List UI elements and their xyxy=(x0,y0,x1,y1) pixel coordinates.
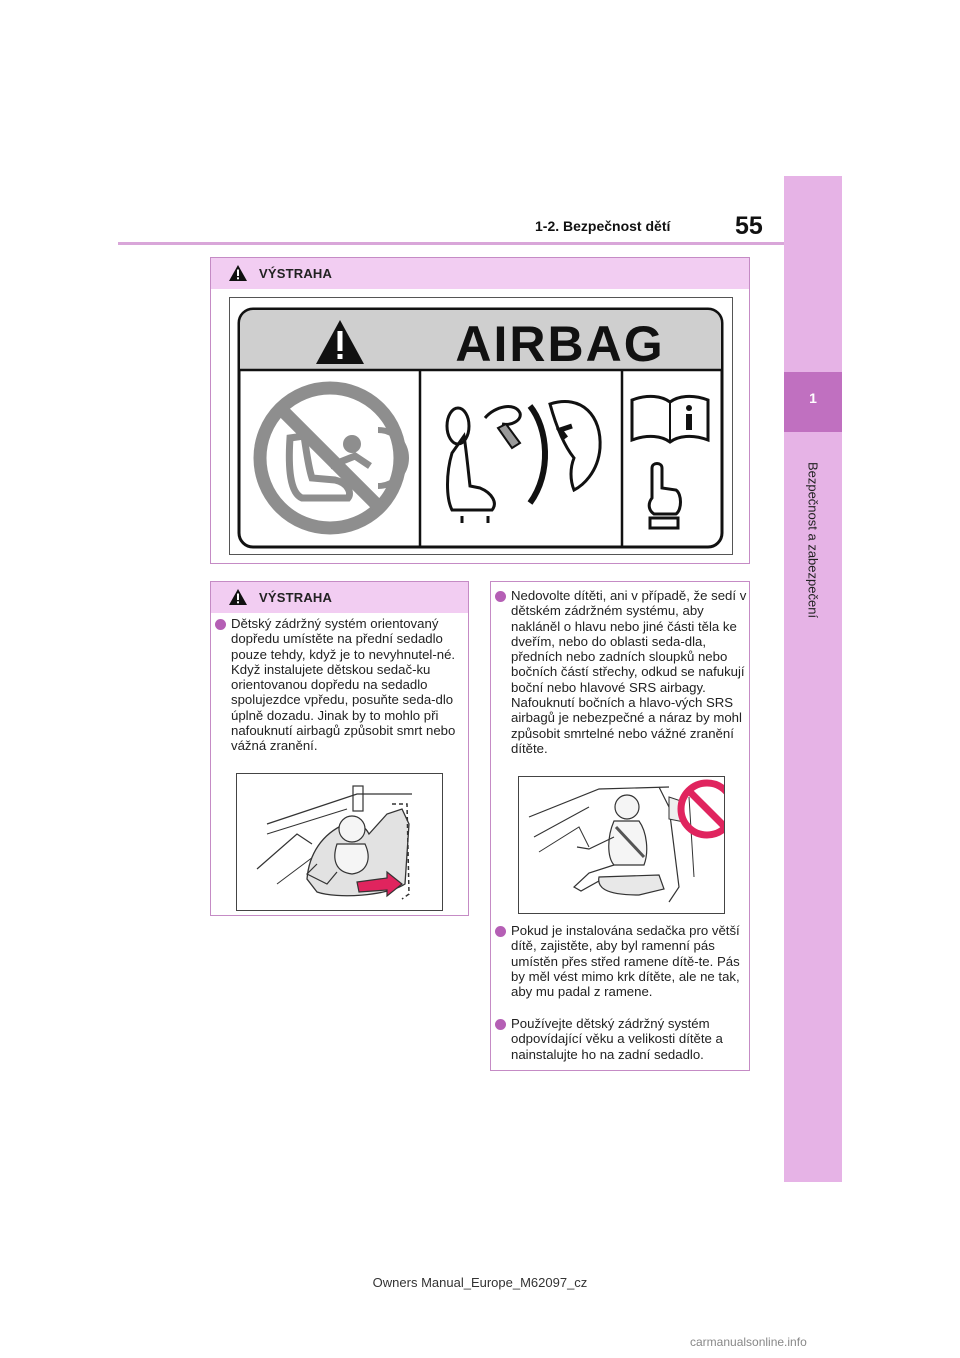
warning-box-airbag xyxy=(210,257,750,564)
warning-header xyxy=(211,582,468,613)
document-footer: Owners Manual_Europe_M62097_cz xyxy=(372,1275,588,1290)
child-leaning-illustration xyxy=(519,777,724,913)
bullet-dot xyxy=(495,591,506,602)
header-rule xyxy=(118,242,785,245)
warning-triangle-icon xyxy=(229,265,247,281)
watermark: carmanualsonline.info xyxy=(690,1335,807,1349)
bullet-text: Pokud je instalována sedačka pro větší dítě, zajistěte, aby byl ramenní pás umístěn přes střed ramene dítě-te. Pás by měl vést mimo krk dítěte, ale ne tak, aby mu padal z ramene. xyxy=(511,923,740,1000)
bullet-text: Používejte dětský zádržný systém odpovídající věku a velikosti dítěte a nainstalujte ho na zadní sedadlo. xyxy=(511,1016,723,1062)
warning-title: VÝSTRAHA xyxy=(259,590,333,605)
bullet-dot xyxy=(495,926,506,937)
chapter-side-tab xyxy=(784,176,842,1182)
airbag-warning-label xyxy=(230,298,732,554)
bullet-text: Dětský zádržný systém orientovaný dopředu umístěte na přední sedadlo pouze tehdy, když je to nevyhnutel-né. Když instalujete dětskou sedač-ku orientovanou dopředu na sedadlo spolujezdce vpředu, posuňte seda-dlo úplně dozadu. Jinak by to mohlo při nafouknutí airbagů způsobit smrt nebo vážná zranění. xyxy=(231,616,456,754)
child-seat-front-illustration xyxy=(237,774,442,910)
airbag-word: AIRBAG xyxy=(455,316,665,372)
warning-bullet xyxy=(215,616,465,754)
section-title: 1-2. Bezpečnost dětí xyxy=(535,218,671,234)
warning-box-forward-seat xyxy=(210,581,469,916)
booster-seat-illustration xyxy=(518,776,725,914)
forward-seat-illustration xyxy=(236,773,443,911)
warning-triangle-icon xyxy=(229,589,247,605)
airbag-label-illustration xyxy=(229,297,733,555)
warning-header xyxy=(211,258,749,289)
chapter-title: Bezpečnost a zabezpečení xyxy=(805,461,821,619)
warning-title: VÝSTRAHA xyxy=(259,266,333,281)
chapter-number: 1 xyxy=(809,390,817,406)
warning-bullet xyxy=(495,923,747,999)
warning-bullet xyxy=(495,588,747,756)
page-number: 55 xyxy=(735,212,763,240)
warning-bullet xyxy=(495,1016,747,1062)
bullet-text: Nedovolte dítěti, ani v případě, že sedí v dětském zádržném systému, aby nakláněl o hlavu nebo jiné části těla ke dveřím, nebo do oblasti seda-dla, předních nebo zadních sloupků nebo bočních částí střechy, odkud se nafukují boční nebo hlavové SRS airbagy. Nafouknutí bočních a hlavo-vých SRS airbagů je nebezpečné a náraz by mohl způsobit smrtelné nebo vážné zranění dítěte. xyxy=(511,588,747,756)
bullet-dot xyxy=(495,1019,506,1030)
warning-box-continued xyxy=(490,581,750,1071)
bullet-dot xyxy=(215,619,226,630)
